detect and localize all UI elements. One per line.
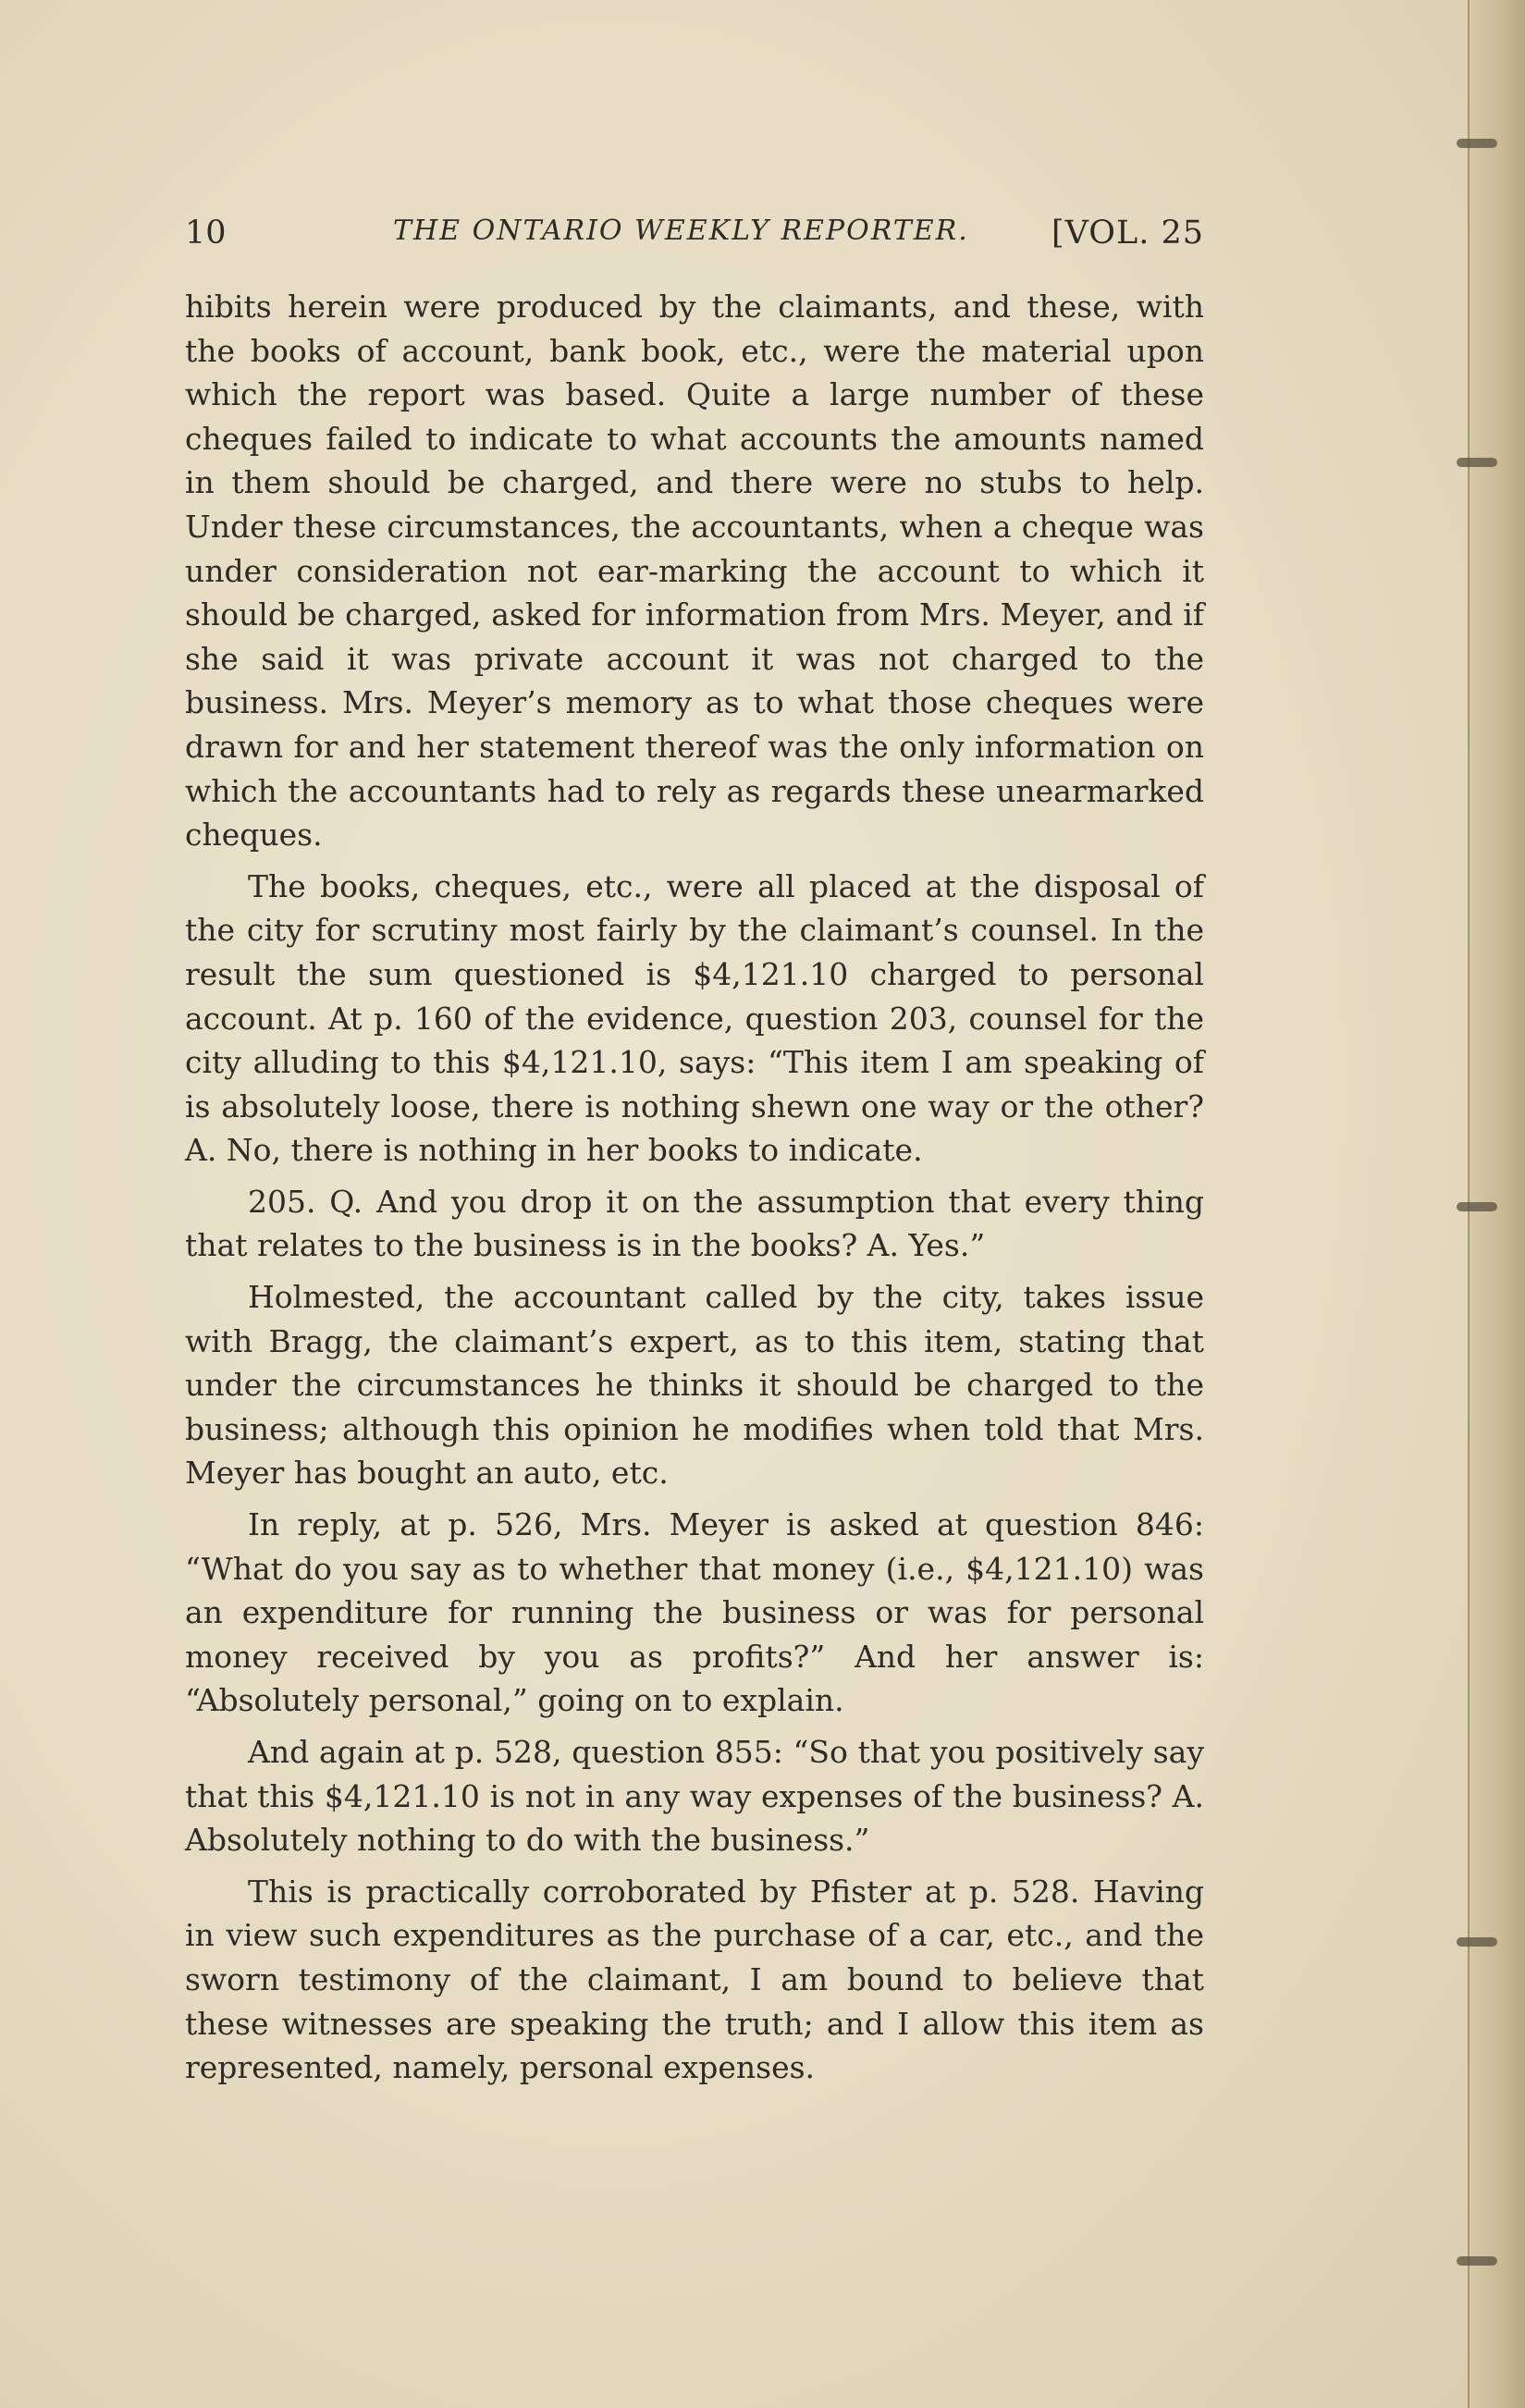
volume-label: [VOL. 25	[1051, 215, 1204, 252]
paragraph: This is practically corroborated by Pfister at p. 528. Having in view such expenditures as the purchase of a car, etc., and the sworn testimony of the claimant, I am bound to believe that these witnesses are speaking the truth; and I allow this item as represented, namely, personal expenses.	[185, 1873, 1204, 2086]
paragraph: Holmested, the accountant called by the city, takes issue with Bragg, the claimant’s expert, as to this item, stating that under the circumstances he thinks it should be charged to the business; although this opinion he modifies when told that Mrs. Meyer has bought an auto, etc.	[185, 1279, 1204, 1492]
body-text	[185, 285, 1204, 2090]
page-binding-edge	[1468, 0, 1525, 2408]
paragraph: In reply, at p. 526, Mrs. Meyer is asked at question 846: “What do you say as to whether that money (i.e., $4,121.10) was an expenditure for running the business or was for personal money received by you as profits?” And her answer is: “Absolutely personal,” going on to explain.	[185, 1506, 1204, 1719]
paragraph: hibits herein were produced by the claimants, and these, with the books of account, bank book, etc., were the material upon which the report was based. Quite a large number of these cheques failed to indicate to what accounts the amounts named in them should be charged, and there were no stubs to help. Under these circumstances, the accountants, when a cheque was under consideration not ear-marking the account to which it should be charged, asked for information from Mrs. Meyer, and if she said it was private account it was not charged to the business. Mrs. Meyer’s memory as to what those cheques were drawn for and her statement thereof was the only information on which the accountants had to rely as regards these unearmarked cheques.	[185, 289, 1204, 854]
running-title: THE ONTARIO WEEKLY REPORTER.	[393, 215, 969, 247]
paragraph: 205. Q. And you drop it on the assumption that every thing that relates to the business is in the books? A. Yes.”	[185, 1183, 1204, 1264]
paragraph: The books, cheques, etc., were all placed at the disposal of the city for scrutiny most fairly by the claimant’s counsel. In the result the sum questioned is $4,121.10 charged to personal account. At p. 160 of the evidence, question 203, counsel for the city alluding to this $4,121.10, says: “This item I am speaking of is absolutely loose, there is nothing shewn one way or the other? A. No, there is nothing in her books to indicate.	[185, 867, 1204, 1169]
page-header	[185, 211, 1204, 266]
paragraph: And again at p. 528, question 855: “So that you positively say that this $4,121.10 is not in any way expenses of the business? A. Absolutely nothing to do with the business.”	[185, 1734, 1204, 1859]
binding-stitch	[1457, 1202, 1497, 1211]
binding-stitch	[1457, 2256, 1497, 2266]
page-number: 10	[185, 215, 227, 252]
binding-stitch	[1457, 139, 1497, 148]
binding-stitch	[1457, 1937, 1497, 1947]
binding-stitch	[1457, 458, 1497, 467]
